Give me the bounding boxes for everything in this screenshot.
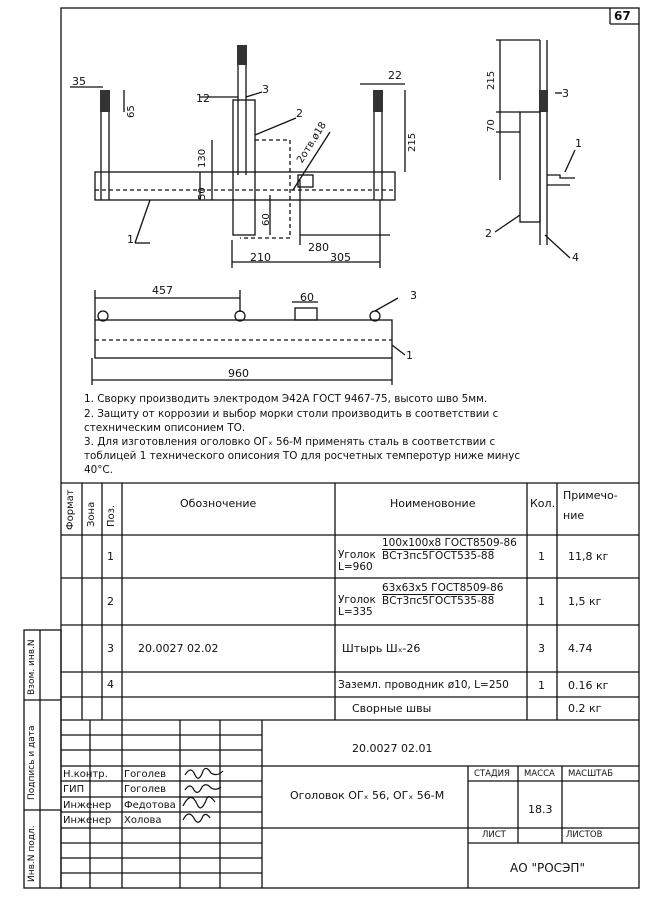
- hdr-name: Ноименовоние: [390, 497, 476, 510]
- hdr-format: Формат: [65, 489, 76, 530]
- signatures: [183, 768, 223, 822]
- row-1-note: 11,8 кг: [568, 550, 609, 563]
- doc-code: 20.0027 02.01: [352, 742, 433, 755]
- row-4-note: 0.16 кг: [568, 679, 609, 692]
- row-3-qty: 3: [538, 642, 545, 655]
- row-1-name-b: 100х100х8 ГОСТ8509-86: [382, 537, 517, 549]
- signer-2-name: Гоголев: [124, 784, 167, 795]
- dim-50: 50: [197, 187, 208, 200]
- scale-label: МАСШТАБ: [568, 769, 614, 779]
- leader-pos-1-bottom: 1: [406, 349, 413, 362]
- row-4-pos: 4: [107, 678, 114, 691]
- row-4-name: Заземл. проводник ø10, L=250: [338, 679, 509, 691]
- stage-label: СТАДИЯ: [474, 769, 510, 779]
- dim-130: 130: [197, 148, 208, 168]
- dim-22: 22: [388, 69, 402, 82]
- angle-bar-front: [95, 172, 395, 200]
- drawing-title: Оголовок ОГₓ 56, ОГₓ 56-М: [290, 789, 445, 802]
- leader-pos-4-side: 4: [572, 251, 579, 264]
- signer-4-name: Холова: [124, 815, 162, 826]
- angle-bar-top: [95, 320, 392, 358]
- row-2-note: 1,5 кг: [568, 595, 602, 608]
- note-2-cont: стехническим описонием ТО.: [84, 422, 246, 434]
- dim-305: 305: [330, 251, 351, 264]
- bottom-dim-457: 457: [152, 284, 173, 297]
- page-number: 67: [614, 9, 631, 23]
- row-3-pos: 3: [107, 642, 114, 655]
- row-2-qty: 1: [538, 595, 545, 608]
- leader-pos-3-bottom: 3: [410, 289, 417, 302]
- mass-label: МАССА: [524, 769, 555, 779]
- row-1-name-d: L=960: [338, 561, 373, 573]
- hdr-designation: Обозночение: [180, 497, 257, 510]
- signer-4-role: Инженер: [63, 815, 112, 826]
- row-1-name-a: Уголок: [338, 549, 376, 561]
- leader-pos-2-front: 2: [296, 107, 303, 120]
- hole-label: 2отв.ø18: [295, 120, 329, 166]
- side-dim-215: 215: [486, 70, 497, 90]
- dim-215-top: 215: [407, 132, 418, 152]
- leader-pos-2-side: 2: [485, 227, 492, 240]
- note-3: 3. Для изготовления оголовко ОГₓ 56-М применять сталь в соответствии с: [84, 436, 496, 448]
- row-3-name: Штырь Шₓ-26: [342, 642, 421, 655]
- dim-35: 35: [72, 75, 86, 88]
- row-2-name-a: Уголок: [338, 594, 376, 606]
- note-1: 1. Сворку производить электродом Э42А ГОСТ 9467-75, высото шво 5мм.: [84, 393, 488, 405]
- row-1-name-c: ВСт3пс5ГОСТ535-88: [382, 550, 495, 562]
- row-4-qty: 1: [538, 679, 545, 692]
- hdr-qty: Кол.: [530, 497, 556, 510]
- signer-3-role: Инженер: [63, 800, 112, 811]
- margin-inv-label: Инв.N подл.: [27, 825, 37, 882]
- row-2-name-c: ВСт3пс5ГОСТ535-88: [382, 595, 495, 607]
- leader-pos-1-front: 1: [127, 233, 134, 246]
- dim-12: 12: [196, 92, 210, 105]
- row-2-pos: 2: [107, 595, 114, 608]
- row-1-pos: 1: [107, 550, 114, 563]
- side-dim-70: 70: [486, 119, 497, 132]
- sheet-frame: [61, 8, 639, 888]
- dim-210: 210: [250, 251, 271, 264]
- signer-3-name: Федотова: [124, 800, 176, 811]
- row-1-qty: 1: [538, 550, 545, 563]
- margin-vzam-label: Взом. инв.N: [27, 639, 37, 695]
- mass-value: 18.3: [528, 803, 553, 816]
- dim-280: 280: [308, 241, 329, 254]
- row-2-name-b: 63х63х5 ГОСТ8509-86: [382, 582, 504, 594]
- bottom-dim-960: 960: [228, 367, 249, 380]
- leader-pos-1-side: 1: [575, 137, 582, 150]
- signer-1-role: Н.контр.: [63, 769, 108, 780]
- row-5-note: 0.2 кг: [568, 702, 602, 715]
- row-5-name: Сворные швы: [352, 702, 432, 715]
- sheets-label: ЛИСТОВ: [566, 830, 603, 840]
- hdr-note-1: Примечо-: [563, 489, 618, 502]
- leader-pos-3-side: 3: [562, 87, 569, 100]
- hdr-pos: Поз.: [106, 504, 117, 527]
- row-2-name-d: L=335: [338, 606, 373, 618]
- signer-1-name: Гоголев: [124, 769, 167, 780]
- row-3-note: 4.74: [568, 642, 593, 655]
- dim-65: 65: [126, 105, 137, 118]
- leader-pos-3-front: 3: [262, 83, 269, 96]
- note-3-end: 40°С.: [84, 464, 113, 476]
- hdr-zone: Зона: [86, 501, 97, 527]
- organization: АО "РОСЭП": [510, 861, 585, 875]
- dim-60-top: 60: [261, 213, 272, 226]
- sheet-label: ЛИСТ: [482, 830, 506, 840]
- note-2: 2. Защиту от коррозии и выбор морки столи производить в соответствии с: [84, 408, 499, 420]
- margin-podpis-label: Подпись и дата: [27, 725, 37, 800]
- signer-2-role: ГИП: [63, 784, 85, 795]
- hdr-note-2: ние: [563, 509, 585, 522]
- row-3-designation: 20.0027 02.02: [138, 642, 219, 655]
- bottom-dim-60: 60: [300, 291, 314, 304]
- note-3-cont: тоблицей 1 технического описония ТО для росчетных темперотур ниже минус: [84, 450, 521, 462]
